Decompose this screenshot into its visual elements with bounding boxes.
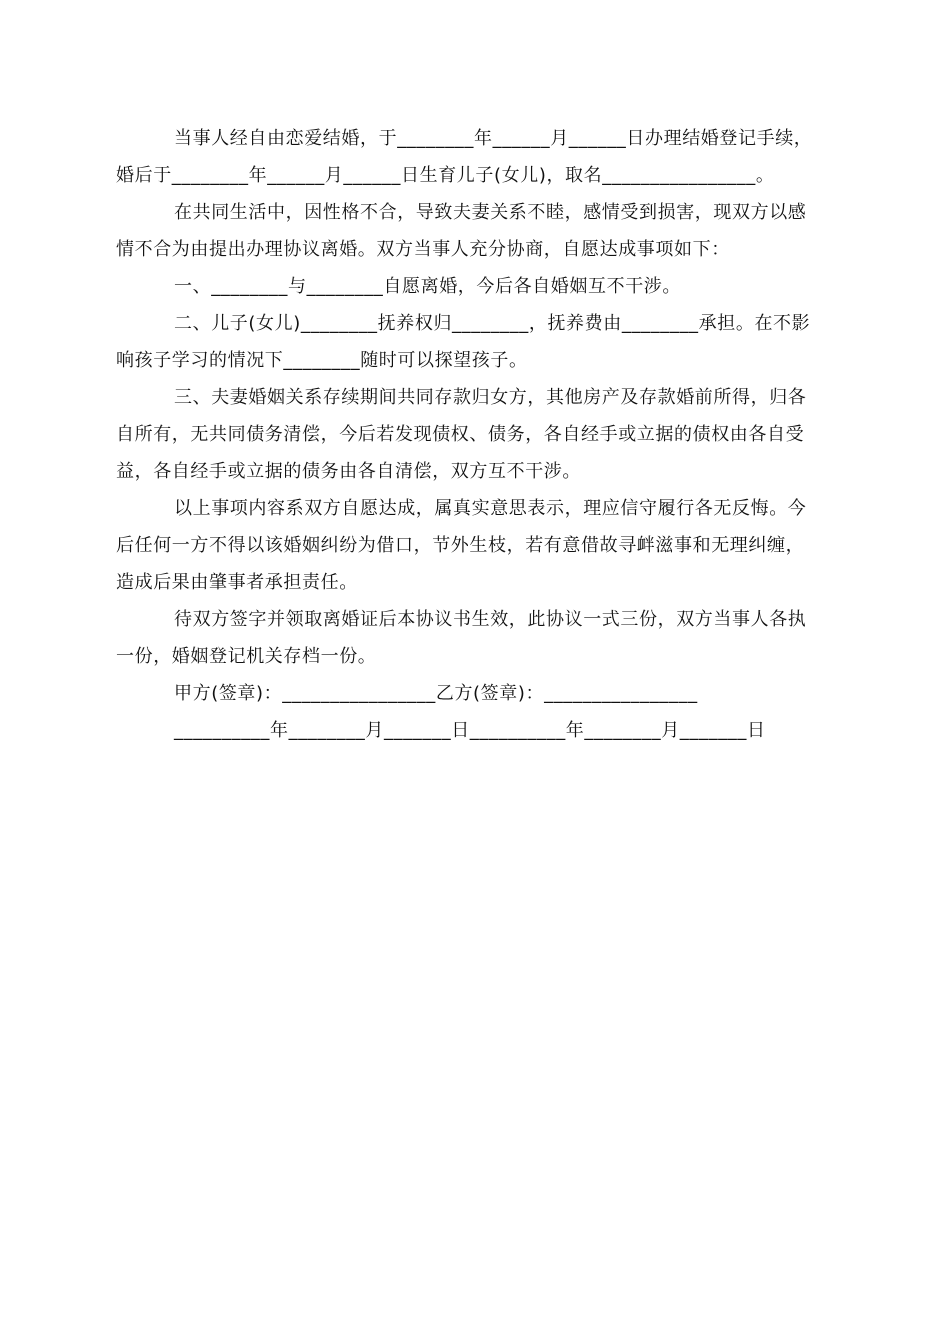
paragraph-1-line-1: 当事人经自由恋爱结婚，于________年______月______日办理结婚登记手续， bbox=[174, 128, 813, 149]
paragraph-2-line-2: 情不合为由提出办理协议离婚。双方当事人充分协商，自愿达成事项如下： bbox=[116, 239, 730, 260]
clause-3-line-3: 益，各自经手或立据的债务由各自清偿，双方互不干涉。 bbox=[116, 461, 581, 482]
paragraph-4-line-2: 一份，婚姻登记机关存档一份。 bbox=[116, 646, 377, 667]
clause-1: 一、________与________自愿离婚，今后各自婚姻互不干涉。 bbox=[174, 276, 681, 297]
clause-3-line-1: 三、夫妻婚姻关系存续期间共同存款归女方，其他房产及存款婚前所得，归各 bbox=[174, 387, 807, 408]
clause-2-line-2: 响孩子学习的情况下________随时可以探望孩子。 bbox=[116, 350, 528, 371]
paragraph-1-line-2: 婚后于________年______月______日生育儿子(女儿)，取名________________。 bbox=[116, 165, 775, 186]
clause-2-line-1: 二、儿子(女儿)________抚养权归________，抚养费由________承担。在不影 bbox=[174, 313, 811, 334]
paragraph-3-line-3: 造成后果由肇事者承担责任。 bbox=[116, 572, 358, 593]
signature-line: 甲方(签章)：________________乙方(签章)：________________ bbox=[174, 683, 698, 704]
paragraph-4-line-1: 待双方签字并领取离婚证后本协议书生效，此协议一式三份，双方当事人各执 bbox=[174, 609, 807, 630]
agreement-body bbox=[116, 120, 836, 749]
paragraph-3-line-1: 以上事项内容系双方自愿达成，属真实意思表示，理应信守履行各无反悔。今 bbox=[174, 498, 807, 519]
clause-3-line-2: 自所有，无共同债务清偿，今后若发现债权、债务，各自经手或立据的债权由各自受 bbox=[116, 424, 805, 445]
date-line: __________年________月_______日__________年________月_______日 bbox=[174, 720, 766, 741]
paragraph-2-line-1: 在共同生活中，因性格不合，导致夫妻关系不睦，感情受到损害，现双方以感 bbox=[174, 202, 807, 223]
paragraph-3-line-2: 后任何一方不得以该婚姻纠纷为借口，节外生枝，若有意借故寻衅滋事和无理纠缠， bbox=[116, 535, 805, 556]
